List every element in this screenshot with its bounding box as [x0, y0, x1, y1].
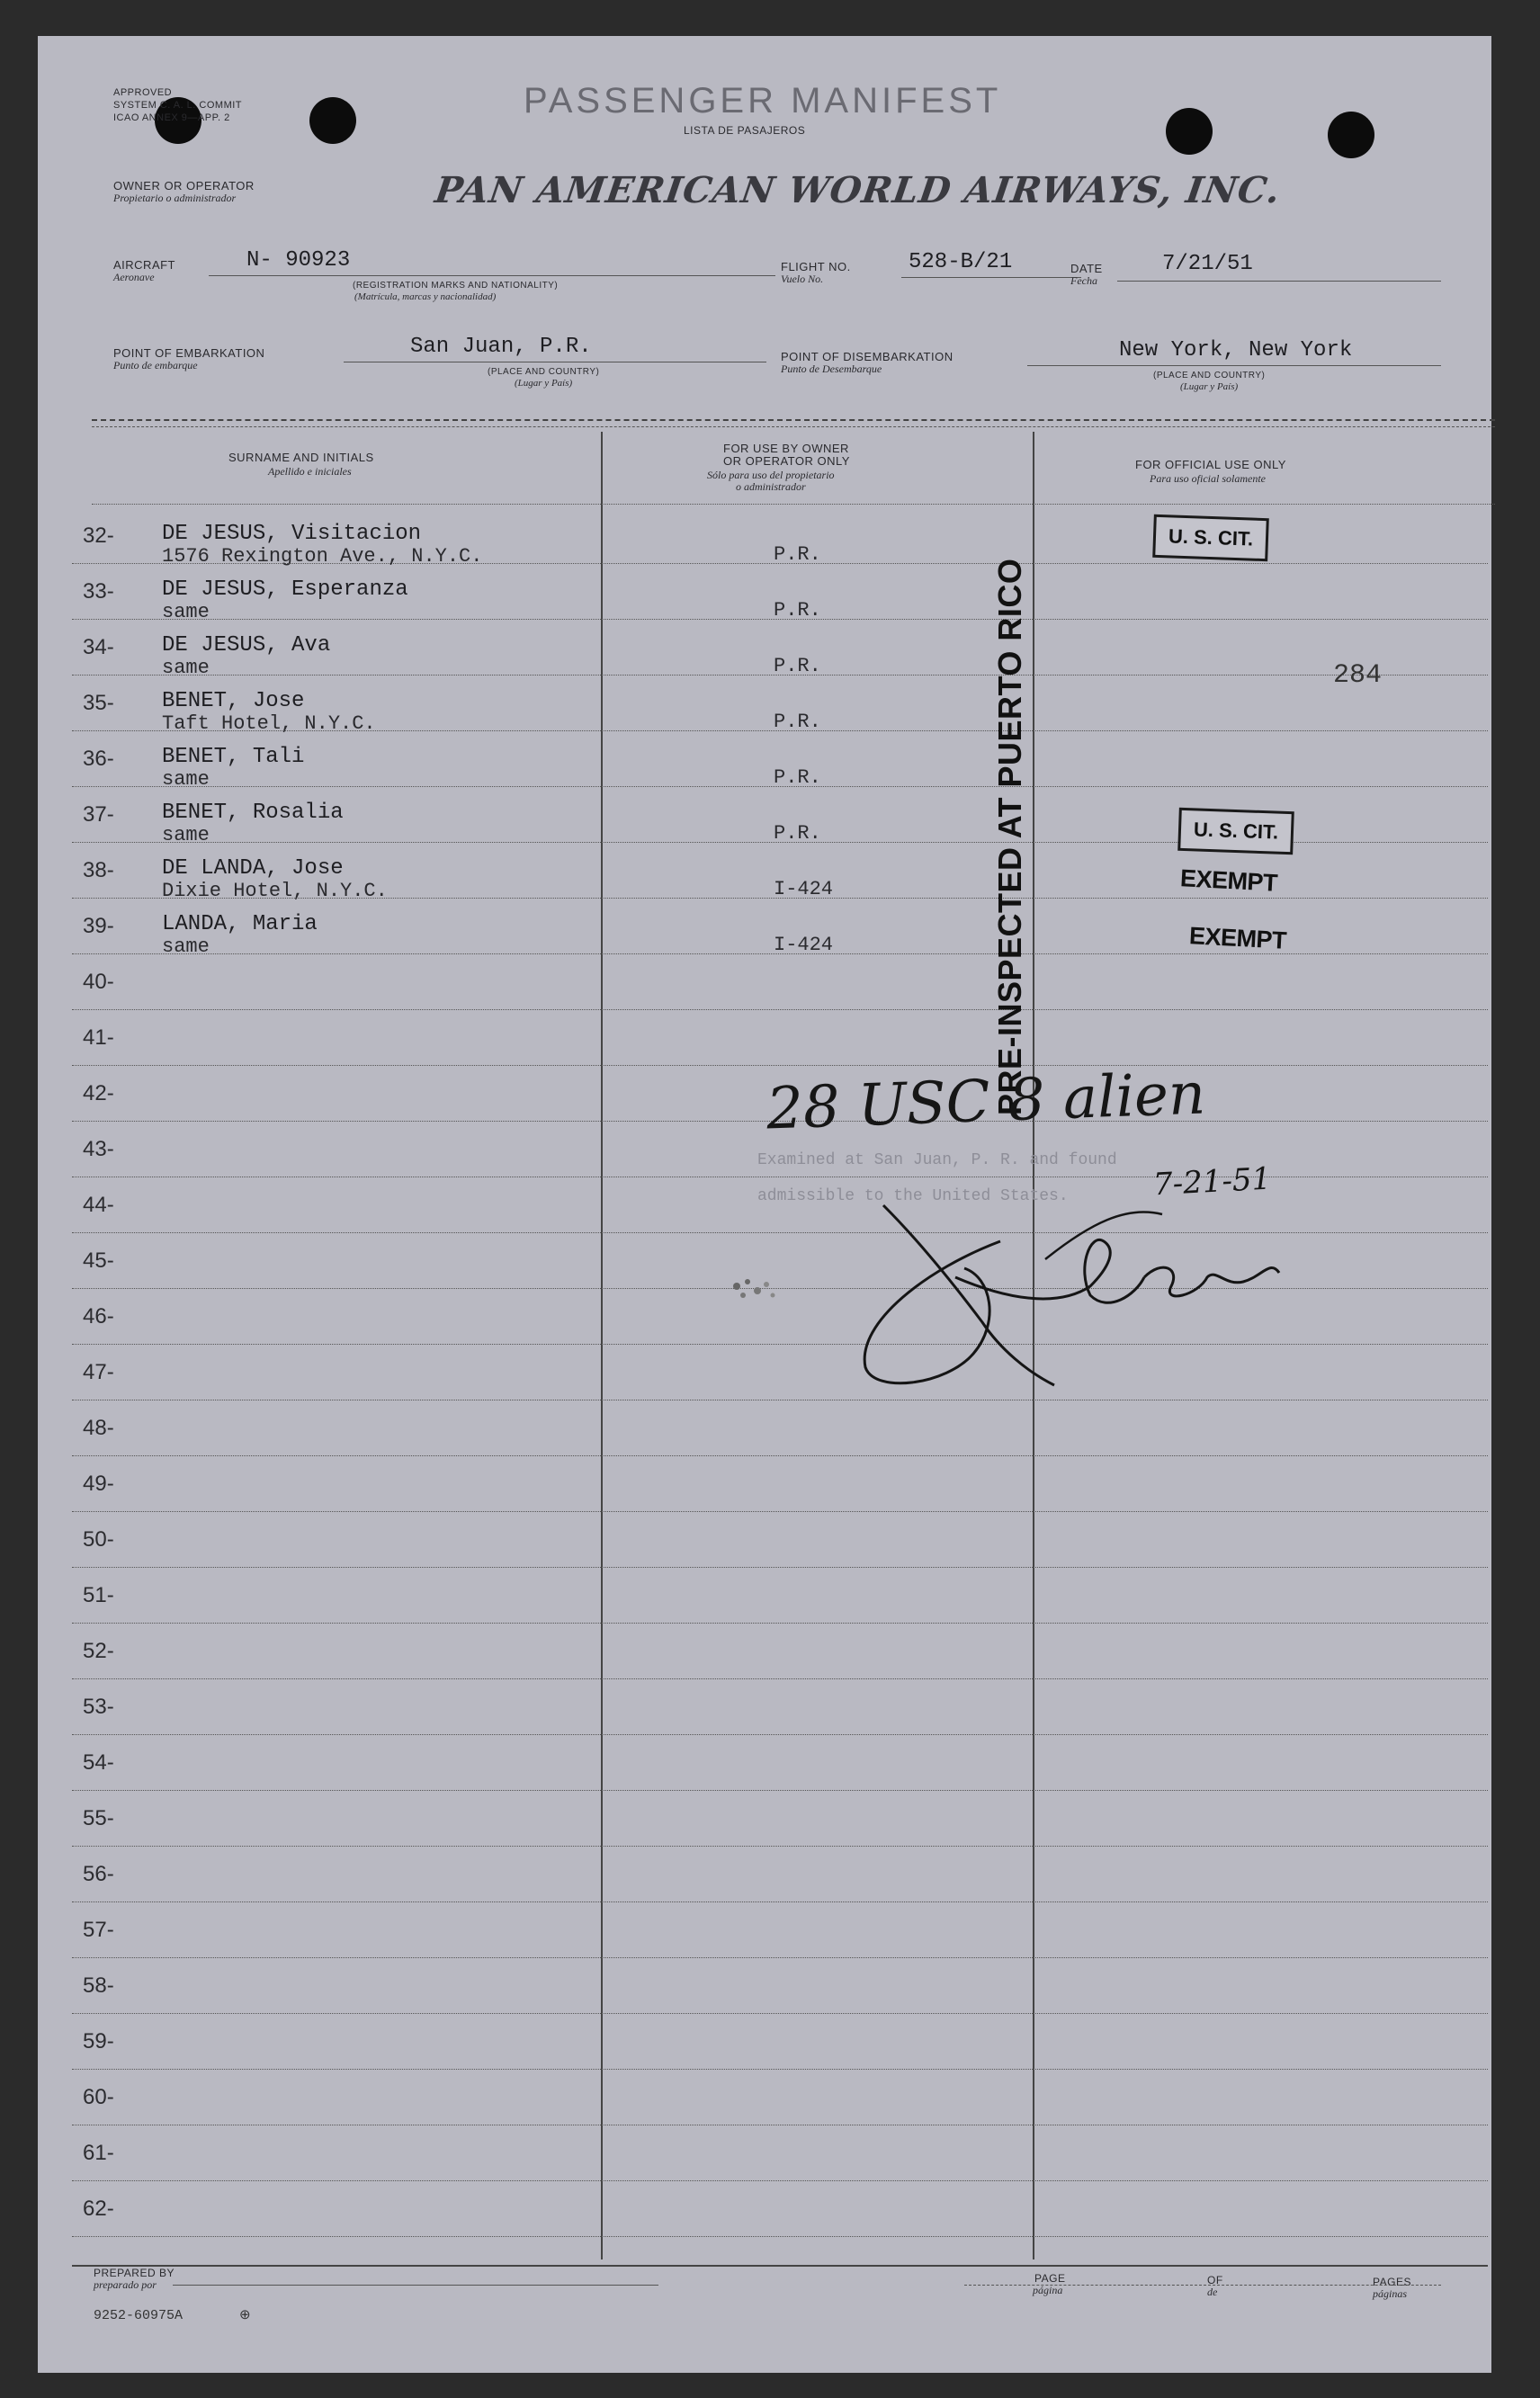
row-number: 62- [83, 2197, 114, 2221]
col2-header-es-b: o administrador [736, 480, 806, 493]
operator-code: P.R. [774, 599, 821, 622]
operator-code: I-424 [774, 878, 834, 900]
row-rule [72, 1846, 1488, 1847]
aircraft-label: AIRCRAFT [113, 258, 175, 272]
passenger-name: DE LANDA, Jose [162, 856, 344, 881]
form-number: 9252-60975A [94, 2308, 184, 2323]
approved-line: APPROVED [113, 87, 173, 98]
passenger-address: Dixie Hotel, N.Y.C. [162, 880, 388, 902]
row-number: 40- [83, 970, 114, 994]
disembark-underline [1027, 365, 1441, 366]
column-divider-1 [601, 432, 603, 2259]
passenger-address: same [162, 657, 210, 679]
row-rule [72, 1734, 1488, 1735]
registration-caption-es: (Matrícula, marcas y nacionalidad) [354, 291, 497, 302]
footer-rule [72, 2265, 1488, 2267]
row-rule [72, 1065, 1488, 1066]
union-bug-icon: ⊕ [239, 2307, 251, 2322]
passenger-address: same [162, 935, 210, 958]
row-number: 45- [83, 1248, 114, 1273]
embark-label-es: Punto de embarque [113, 359, 198, 371]
pages-label-es: páginas [1373, 2287, 1408, 2300]
flight-no-value: 528-B/21 [909, 250, 1013, 274]
flight-no-label-es: Vuelo No. [781, 273, 824, 285]
col2-header-a: FOR USE BY OWNER [723, 442, 849, 455]
row-number: 47- [83, 1360, 114, 1384]
row-number: 56- [83, 1862, 114, 1886]
row-number: 46- [83, 1304, 114, 1329]
examined-stamp-line: admissible to the United States. [757, 1187, 1069, 1205]
disembark-label-es: Punto de Desembarque [781, 362, 882, 375]
passenger-name: BENET, Rosalia [162, 801, 344, 825]
us-cit-stamp: U. S. CIT. [1177, 808, 1294, 855]
row-number: 51- [83, 1583, 114, 1607]
col3-header-es: Para uso oficial solamente [1150, 472, 1266, 485]
embark-value: San Juan, P.R. [410, 335, 592, 359]
row-rule [72, 1957, 1488, 1958]
flight-underline [901, 277, 1081, 278]
punch-hole [1166, 108, 1213, 155]
exempt-stamp: EXEMPT [1188, 922, 1287, 954]
row-number: 35- [83, 691, 114, 715]
passenger-address: same [162, 768, 210, 791]
passenger-name: LANDA, Maria [162, 912, 318, 936]
row-rule [72, 1009, 1488, 1010]
punch-hole [309, 97, 356, 144]
row-number: 34- [83, 635, 114, 659]
row-number: 61- [83, 2141, 114, 2165]
row-rule [72, 1623, 1488, 1624]
row-number: 60- [83, 2085, 114, 2109]
table-top-rule [92, 419, 1495, 421]
date-underline [1117, 281, 1441, 282]
owner-label-es: Propietario o administrador [113, 192, 237, 204]
passenger-name: DE JESUS, Visitacion [162, 522, 422, 546]
passenger-address: same [162, 824, 210, 846]
prepared-by-label: PREPARED BY [94, 2267, 175, 2279]
approved-line: SYSTEM C. A. L. COMMIT [113, 100, 243, 111]
row-rule [72, 1678, 1488, 1679]
handwritten-note: 28 USC 8 alien [765, 1060, 1207, 1143]
row-number: 38- [83, 858, 114, 882]
passenger-name: DE JESUS, Ava [162, 633, 331, 658]
registration-caption: (REGISTRATION MARKS AND NATIONALITY) [353, 281, 559, 291]
row-rule [72, 1511, 1488, 1512]
col2-header-b: OR OPERATOR ONLY [723, 454, 850, 468]
date-value: 7/21/51 [1162, 252, 1253, 276]
row-number: 59- [83, 2029, 114, 2054]
col1-header-es: Apellido e iniciales [268, 465, 352, 478]
row-rule [72, 1790, 1488, 1791]
row-rule [72, 1455, 1488, 1456]
exempt-stamp: EXEMPT [1179, 864, 1278, 897]
row-number: 48- [83, 1416, 114, 1440]
passenger-name: BENET, Tali [162, 745, 305, 769]
row-number: 44- [83, 1193, 114, 1217]
passenger-name: BENET, Jose [162, 689, 305, 713]
signature [820, 1169, 1324, 1403]
airline-name: PAN AMERICAN WORLD AIRWAYS, INC. [432, 169, 1284, 211]
place-caption: (PLACE AND COUNTRY) [488, 367, 600, 377]
prepared-by-label-es: preparado por [94, 2278, 157, 2291]
page-line [964, 2285, 1441, 2286]
manifest-sheet: APPROVED SYSTEM C. A. L. COMMIT ICAO ANNEX 9—APP. 2 PASSENGER MANIFEST LISTA DE PASAJEROS OWNER OR OPERATOR Propietario o administrador PAN AMERICAN WORLD AIRWAYS, INC. AIRCRAFT Aeronave N- 90923 (REGISTRATION MARKS AND NATIONALITY) (Matrícula, marcas y nacionalidad) FLIGHT NO. Vuelo No. 528-B/21 DATE Fecha 7/21/51 POINT OF EMBARKATION Punto de embarque San Juan, P.R. (PLACE AND COUNTRY) (Lugar y País) POINT OF DISEMBARKATION Punto de Desembarque New York, New York (PLACE AND COUNTRY) (Lugar y País) SURNAME AND INITIALS Apellido e iniciales FOR USE BY OWNER OR OPERATOR ONLY Sólo para uso del propietario o administrador FOR OFFICIAL USE ONLY Para uso oficial solamente DE JESUS, Visitacion 1576 Rexington Ave., N.Y.C. P.R. 32- DE JESUS, Esperanza same P.R. 33- DE JESUS, Ava same P.R. 34- BENET, Jose Taft Hotel, N.Y.C. P.R. 35- BENET, Tali same P.R. 36- BENET, Rosalia same P.R. 37- DE LANDA, Jose Dixie Hotel, N.Y.C. I-424 38- LANDA, Maria same I-424 39- 40- 41- 42- 43- 44- 45- 46- 47- 48- 49- 50- 51- 52- 53- 54- 55- 56- 57- 58- 59- 60- 61- 62- Examined at San Juan, P. R. and found admissible to the United States. PRE-INSPECTED AT PUERTO RICO U. S. CIT. 284 U. S. CIT. EXEMPT EXEMPT 28 USC 8 alien 7-21-51 PREPARED BY preparado por PAGE página OF de PAGES páginas 9252-60975A ⊕ [38, 36, 1491, 2373]
row-number: 32- [83, 523, 114, 548]
row-rule [72, 1901, 1488, 1902]
aircraft-underline [209, 275, 775, 276]
passenger-address: Taft Hotel, N.Y.C. [162, 712, 376, 735]
passenger-address: same [162, 601, 210, 623]
row-number: 58- [83, 1973, 114, 1998]
row-number: 41- [83, 1025, 114, 1050]
operator-code: P.R. [774, 766, 821, 789]
operator-code: P.R. [774, 711, 821, 733]
col2-header-es-a: Sólo para uso del propietario [707, 469, 835, 481]
disembark-value: New York, New York [1119, 338, 1353, 362]
date-label-es: Fecha [1070, 274, 1097, 287]
disembark-label: POINT OF DISEMBARKATION [781, 350, 954, 363]
col1-header: SURNAME AND INITIALS [228, 451, 374, 464]
row-rule [72, 2013, 1488, 2014]
row-number: 57- [83, 1918, 114, 1942]
table-top-rule-2 [92, 426, 1495, 427]
row-rule [72, 1567, 1488, 1568]
place-caption-es: (Lugar y País) [515, 378, 573, 389]
approved-line: ICAO ANNEX 9—APP. 2 [113, 112, 230, 123]
page-title-es: LISTA DE PASAJEROS [684, 124, 806, 137]
row-number: 53- [83, 1695, 114, 1719]
row-number: 55- [83, 1806, 114, 1830]
operator-code: P.R. [774, 543, 821, 566]
row-number: 54- [83, 1750, 114, 1775]
place-caption-es-2: (Lugar y País) [1180, 381, 1239, 392]
place-caption-2: (PLACE AND COUNTRY) [1153, 371, 1266, 380]
row-number: 39- [83, 914, 114, 938]
row-number: 49- [83, 1472, 114, 1496]
owner-label: OWNER OR OPERATOR [113, 179, 255, 192]
passenger-name: DE JESUS, Esperanza [162, 577, 408, 602]
prepared-line [173, 2285, 658, 2286]
smudge-mark [723, 1268, 786, 1313]
page-label: PAGE [1034, 2272, 1066, 2285]
of-label: OF [1207, 2274, 1223, 2286]
embark-label: POINT OF EMBARKATION [113, 346, 265, 360]
approved-block [113, 86, 242, 124]
page-label-es: página [1033, 2284, 1063, 2296]
pages-label: PAGES [1373, 2276, 1411, 2288]
row-number: 43- [83, 1137, 114, 1161]
row-rule [72, 2180, 1488, 2181]
row-rule [72, 2236, 1488, 2237]
row-number: 37- [83, 802, 114, 827]
aircraft-value: N- 90923 [246, 248, 351, 273]
aircraft-label-es: Aeronave [113, 271, 155, 283]
handwritten-date: 7-21-51 [1152, 1160, 1273, 1203]
punch-hole [1328, 112, 1374, 158]
operator-code: P.R. [774, 655, 821, 677]
date-label: DATE [1070, 262, 1103, 275]
row-number: 42- [83, 1081, 114, 1105]
stamp-count: 284 [1333, 660, 1383, 691]
col3-header: FOR OFFICIAL USE ONLY [1135, 458, 1286, 471]
us-cit-stamp: U. S. CIT. [1152, 514, 1269, 561]
passenger-address: 1576 Rexington Ave., N.Y.C. [162, 545, 483, 568]
operator-code: P.R. [774, 822, 821, 845]
row-rule [72, 2069, 1488, 2070]
header-rule [92, 504, 1495, 505]
flight-no-label: FLIGHT NO. [781, 260, 851, 273]
row-number: 52- [83, 1639, 114, 1663]
row-number: 33- [83, 579, 114, 604]
row-number: 36- [83, 747, 114, 771]
examined-stamp-line: Examined at San Juan, P. R. and found [757, 1151, 1117, 1169]
of-label-es: de [1207, 2286, 1218, 2298]
operator-code: I-424 [774, 934, 834, 956]
page-title: PASSENGER MANIFEST [524, 81, 1002, 121]
row-number: 50- [83, 1527, 114, 1552]
